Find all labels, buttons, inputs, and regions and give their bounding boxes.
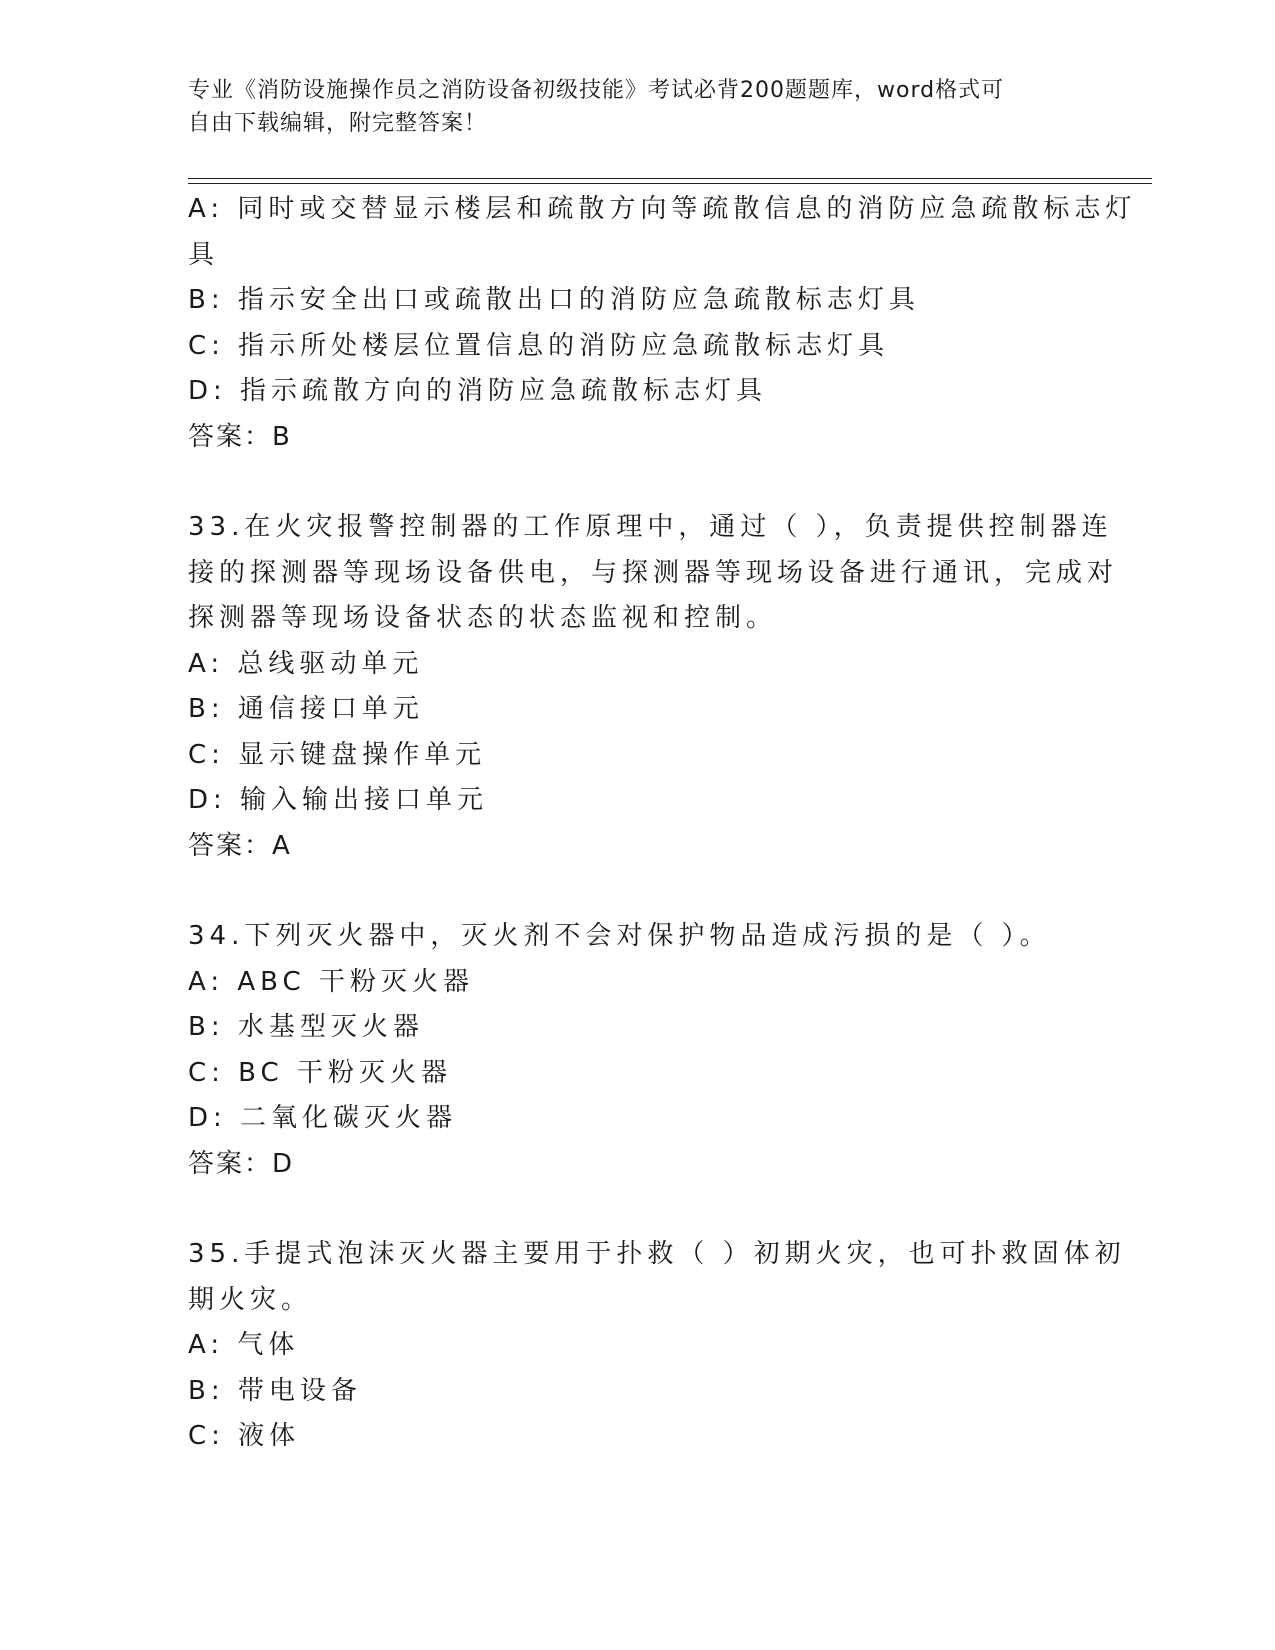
question-stem: 35.手提式泡沫灭火器主要用于扑救（ ）初期火灾，也可扑救固体初	[188, 1239, 1126, 1269]
option-a-continued: 具	[188, 239, 220, 270]
option-a: A: 总线驱动单元	[188, 648, 424, 679]
spacer	[188, 869, 1088, 914]
answer: 答案：B	[188, 421, 292, 452]
option-a: A: 同时或交替显示楼层和疏散方向等疏散信息的消防应急疏散标志灯	[188, 194, 1137, 224]
header-divider-top	[188, 178, 1152, 179]
document-header	[188, 74, 1068, 140]
option-c: C: 显示键盘操作单元	[188, 739, 487, 770]
option-a: A: ABC 干粉灭火器	[188, 966, 474, 997]
option-c: C: 指示所处楼层位置信息的消防应急疏散标志灯具	[188, 330, 890, 361]
answer: 答案：A	[188, 830, 292, 861]
spacer	[188, 1187, 1088, 1232]
question-list	[188, 187, 1137, 1460]
option-b: B: 带电设备	[188, 1375, 362, 1406]
header-divider-bottom	[188, 183, 1152, 184]
question-stem: 34.下列灭火器中，灭火剂不会对保护物品造成污损的是（ ）。	[188, 921, 1051, 951]
question-35	[188, 1232, 1126, 1460]
option-b: B: 水基型灭火器	[188, 1012, 424, 1042]
header-line-2: 自由下载编辑，附完整答案！	[188, 111, 488, 136]
option-b: B: 通信接口单元	[188, 694, 424, 724]
option-b: B: 指示安全出口或疏散出口的消防应急疏散标志灯具	[188, 285, 920, 315]
question-stem-continued: 期火灾。	[188, 1284, 313, 1315]
option-c: C: 液体	[188, 1421, 301, 1451]
question-33	[188, 505, 1119, 869]
question-stem-continued: 接的探测器等现场设备供电，与探测器等现场设备进行通讯，完成对	[188, 557, 1119, 588]
spacer	[188, 460, 1088, 505]
option-a: A: 气体	[188, 1330, 300, 1360]
header-line-1: 专业《消防设施操作员之消防设备初级技能》考试必背200题题库，word格式可	[188, 78, 1005, 103]
option-c: C: BC 干粉灭火器	[188, 1057, 452, 1088]
answer: 答案：D	[188, 1148, 295, 1179]
option-d: D: 指示疏散方向的消防应急疏散标志灯具	[188, 376, 768, 406]
option-d: D: 输入输出接口单元	[188, 785, 489, 815]
option-d: D: 二氧化碳灭火器	[188, 1103, 458, 1133]
question-stem-continued: 探测器等现场设备状态的状态监视和控制。	[188, 603, 778, 633]
question-stem: 33.在火灾报警控制器的工作原理中，通过（ ），负责提供控制器连	[188, 512, 1113, 542]
question-34	[188, 914, 1088, 1187]
question-32	[188, 187, 1137, 460]
